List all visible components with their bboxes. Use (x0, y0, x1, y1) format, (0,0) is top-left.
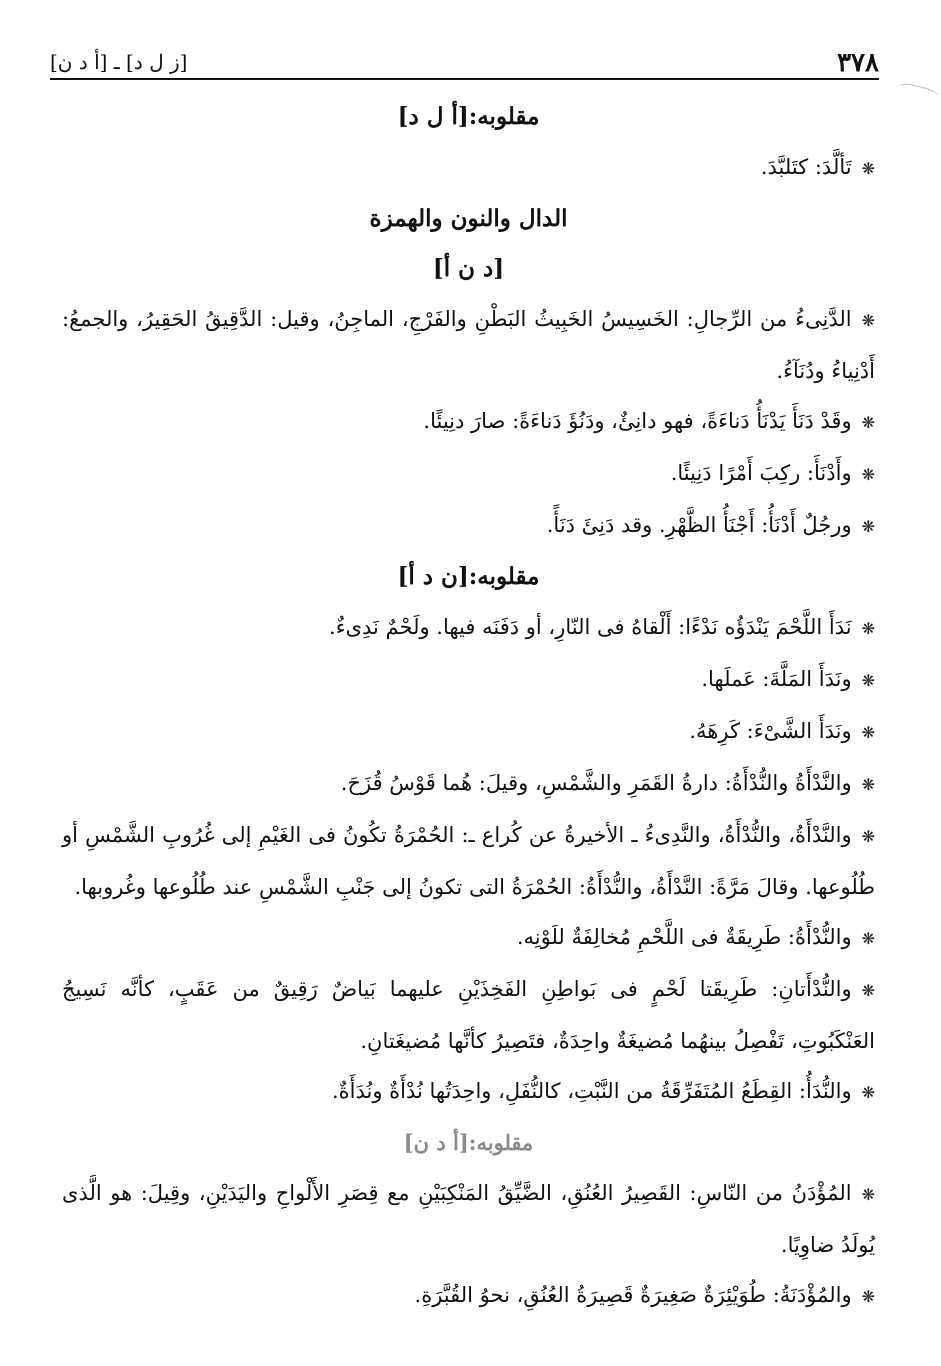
entry-text: والنَّدْأَةُ والنُّدْأَةُ: دارةُ القَمَرِ والشَّمْسِ، وقيلَ: هُما قَوْسُ قُزَحَ. (340, 771, 852, 795)
entry-text: والنَّدْأَةُ، والنُّدْأَةُ، والنَّدِىءُ ـ الأخيرةُ عن كُراع ـ: الحُمْرَةُ تكُونُ فى الغَيْمِ إلى غُرُوبِ الشَّمْسِ أو طُلُوعها. وقالَ مَرَّةً: النَّدْأَةُ، والنُّدْأَةُ: الحُمْرَةُ التى تكونُ إلى جَنْبِ الشَّمْسِ عند طُلُوعها وغُروبها. (62, 823, 875, 899)
entry-text: وأَدْنَأَ: ركِبَ أَمْرًا دَنِيئًا. (670, 461, 852, 485)
dictionary-entry (62, 706, 875, 758)
dictionary-entry (62, 294, 875, 396)
entry-text: والمُؤْدَنَةُ: طُوَيْئِرَةٌ صَغِيرَةٌ قَصِيرَةُ العُنُقِ، نحوُ القُبَّرَةِ. (414, 1283, 852, 1307)
dictionary-entry (62, 654, 875, 706)
entry-text: الدَّنِىءُ من الرِّجالِ: الخَسِيسُ الخَبِيثُ البَطْنِ والفَرْجِ، الماجِنُ، وقيل: الدَّقِيقُ الحَقِيرُ، والجمعُ: أَدْنِياءُ ودُنَآءُ. (62, 307, 875, 383)
running-title: [ز ل د] ـ [أ د ن] (50, 50, 188, 74)
star-bullet-icon: ❋ (861, 827, 875, 846)
star-bullet-icon: ❋ (861, 671, 875, 690)
dictionary-entry (62, 500, 875, 552)
star-bullet-icon: ❋ (861, 517, 875, 536)
dictionary-entry (62, 964, 875, 1066)
dictionary-entry (62, 912, 875, 964)
dictionary-entry (62, 1168, 875, 1270)
root-heading: [د ن أ] (432, 255, 505, 282)
scan-mark (896, 81, 940, 106)
entry-text: والنُّدْأَةُ: طَرِيقَةٌ فى اللَّحْمِ مُخالِفَةٌ للَوْنِه. (516, 925, 852, 949)
star-bullet-icon: ❋ (861, 981, 875, 1000)
page-header (50, 36, 879, 76)
entry-text: والنُّدْأَتانِ: طَرِيقَتا لَحْمٍ فى بَواطِنِ الفَخِذَيْنِ عليهما بَياضٌ رَقِيقٌ من عَقَبٍ، كأنَّه نَسِيجُ العَنْكَبُوتِ، تَفْصِلُ بينهُما مُضيغَةٌ واحِدَةٌ، فتَصِيرُ كأنَّها مُضيغَتانِ. (62, 977, 875, 1053)
dictionary-entry (62, 396, 875, 448)
star-bullet-icon: ❋ (861, 1185, 875, 1204)
entry-text: والنُّدَأُ: القِطَعُ المُتَفَرِّقَةُ من النَّبْتِ، كالنُّفَلِ، واحِدَتُها نُدْأَةٌ ونُدَأَةٌ. (331, 1079, 852, 1103)
entry-text: ونَدَأَ المَلَّةَ: عَملَها. (701, 667, 852, 691)
star-bullet-icon: ❋ (861, 159, 875, 178)
entry-text: نَدَأَ اللَّحْمَ يَنْدَؤُه نَدْءًا: أَلْقاهُ فى النّارِ، أو دَفَنَه فيها. ولَحْمٌ نَدِىءٌ. (329, 615, 852, 639)
section-heading: الدال والنون والهمزة (369, 205, 568, 232)
dictionary-entry (62, 448, 875, 500)
dictionary-entry (62, 1270, 875, 1322)
entry-text: تَألَّدَ: كتَلبَّدَ. (760, 155, 852, 179)
star-bullet-icon: ❋ (861, 465, 875, 484)
entry-text: المُؤْدَنُ من النّاسِ: القَصِيرُ العُنُقِ، الضَّيِّقُ المَنْكِبَيْنِ مع قِصَرِ الأَلْواحِ واليَدَيْنِ، وقِيلَ: هو الَّذى يُولَدُ ضاوِيًا. (62, 1181, 875, 1257)
dictionary-entry (62, 758, 875, 810)
star-bullet-icon: ❋ (861, 1287, 875, 1306)
dictionary-entry (62, 142, 875, 194)
section-heading: مقلوبه:[ن د أ] (397, 563, 540, 590)
star-bullet-icon: ❋ (861, 775, 875, 794)
star-bullet-icon: ❋ (861, 1083, 875, 1102)
dictionary-entry (62, 1066, 875, 1118)
header-rule (50, 78, 879, 80)
dictionary-entry (62, 810, 875, 912)
page-number: ٣٧٨ (837, 48, 879, 78)
section-heading: مقلوبه:[أ د ن] (403, 1130, 534, 1155)
page-body (62, 92, 875, 1322)
star-bullet-icon: ❋ (861, 723, 875, 742)
entry-text: وقَدْ دَنَأَ يَدْنَأُ دَناءَةً، فهو دانِئٌ، ودَنُؤَ دَناءَةً: صارَ دنِيئًا. (423, 409, 852, 433)
star-bullet-icon: ❋ (861, 929, 875, 948)
star-bullet-icon: ❋ (861, 619, 875, 638)
section-heading: مقلوبه:[أ ل د] (397, 103, 540, 130)
star-bullet-icon: ❋ (861, 413, 875, 432)
entry-text: ورجُلٌ أَدْنَأُ: أَجْنَأُ الظَّهْرِ. وقد دَنِئَ دَنَأً. (546, 513, 852, 537)
star-bullet-icon: ❋ (861, 311, 875, 330)
dictionary-entry (62, 602, 875, 654)
entry-text: ونَدَأَ الشَّىْءَ: كَرِهَهُ. (689, 719, 852, 743)
